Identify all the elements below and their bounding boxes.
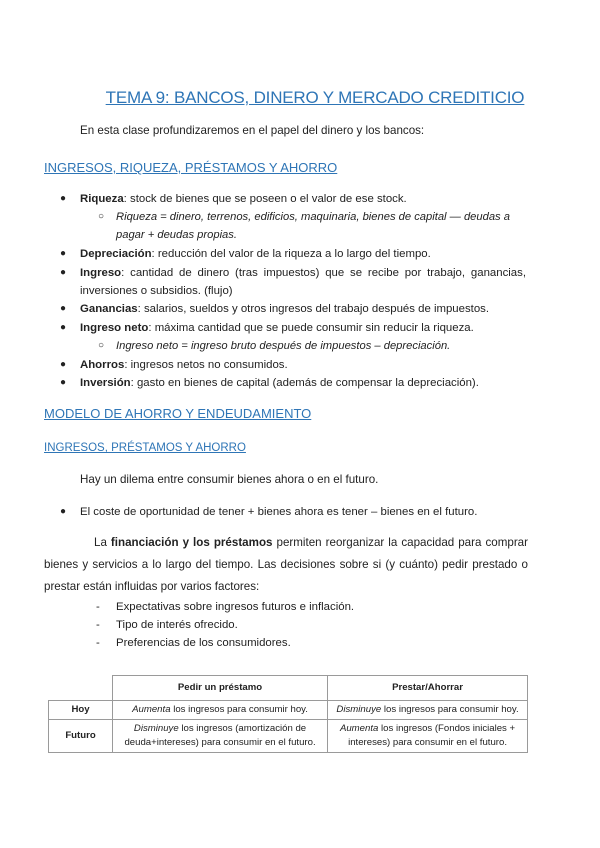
list-item-coste: ● El coste de oportunidad de tener + bienes ahora es tener – bienes en el futuro. bbox=[80, 503, 526, 521]
section-heading-modelo: MODELO DE AHORRO Y ENDEUDAMIENTO bbox=[44, 406, 312, 421]
factor-item: - Preferencias de los consumidores. bbox=[96, 637, 291, 649]
bullet-icon: ● bbox=[60, 377, 67, 388]
table-header-pedir: Pedir un préstamo bbox=[113, 676, 328, 701]
table-cell: Aumenta los ingresos (Fondos iniciales + intereses) para consumir en el futuro. bbox=[328, 720, 528, 753]
page-title: TEMA 9: BANCOS, DINERO Y MERCADO CREDITICIO bbox=[105, 88, 525, 107]
table-corner bbox=[49, 676, 113, 701]
table-cell: Disminuye los ingresos (amortización de deuda+intereses) para consumir en el futuro. bbox=[113, 720, 328, 753]
table-header-prestar: Prestar/Ahorrar bbox=[328, 676, 528, 701]
table-cell: Aumenta los ingresos para consumir hoy. bbox=[113, 701, 328, 720]
circle-bullet-icon: ○ bbox=[98, 211, 105, 222]
table-row bbox=[49, 720, 528, 753]
bullet-icon: ● bbox=[60, 303, 67, 314]
table-row bbox=[49, 701, 528, 720]
dilemma-text: Hay un dilema entre consumir bienes ahora o en el futuro. bbox=[80, 473, 379, 486]
row-label-futuro: Futuro bbox=[49, 720, 113, 753]
list-item-ganancias: ● Ganancias: salarios, sueldos y otros ingresos del trabajo después de impuestos. bbox=[80, 300, 526, 318]
circle-bullet-icon: ○ bbox=[98, 340, 105, 351]
factor-item: - Expectativas sobre ingresos futuros e inflación. bbox=[96, 601, 355, 613]
list-item-ingreso: ● Ingreso: cantidad de dinero (tras impuestos) que se recibe por trabajo, ganancias, inversiones o subsidios. (flujo) bbox=[80, 264, 526, 300]
factor-item: - Tipo de interés ofrecido. bbox=[96, 619, 238, 631]
table-header-row bbox=[49, 676, 528, 701]
list-item-ahorros: ● Ahorros: ingresos netos no consumidos. bbox=[80, 356, 526, 374]
comparison-table bbox=[48, 675, 528, 753]
section-heading-ingresos: INGRESOS, RIQUEZA, PRÉSTAMOS Y AHORRO bbox=[44, 160, 338, 175]
bullet-icon: ● bbox=[60, 248, 67, 259]
subsection-heading: INGRESOS, PRÉSTAMOS Y AHORRO bbox=[44, 442, 246, 454]
list-item-riqueza: ● Riqueza: stock de bienes que se poseen o el valor de ese stock. bbox=[80, 190, 526, 208]
list-item-ingreso-neto: ● Ingreso neto: máxima cantidad que se puede consumir sin reducir la riqueza. bbox=[80, 319, 526, 337]
table-cell: Disminuye los ingresos para consumir hoy. bbox=[328, 701, 528, 720]
bullet-icon: ● bbox=[60, 359, 67, 370]
bullet-icon: ● bbox=[60, 322, 67, 333]
bullet-icon: ● bbox=[60, 267, 67, 278]
sub-item-ingreso-neto: ○ Ingreso neto = ingreso bruto después de impuestos – depreciación. bbox=[116, 337, 530, 355]
financing-paragraph: La financiación y los préstamos permiten reorganizar la capacidad para comprar bienes y servicios a lo largo del tiempo. Las decisiones sobre si (y cuánto) pedir prestado o prestar están influidas por varios factores: bbox=[44, 536, 528, 593]
row-label-hoy: Hoy bbox=[49, 701, 113, 720]
sub-item-riqueza: ○ Riqueza = dinero, terrenos, edificios, maquinaria, bienes de capital — deudas a pagar + deudas propias. bbox=[116, 208, 530, 244]
list-item-depreciacion: ● Depreciación: reducción del valor de la riqueza a lo largo del tiempo. bbox=[80, 245, 526, 263]
bullet-icon: ● bbox=[60, 193, 67, 204]
list-item-inversion: ● Inversión: gasto en bienes de capital (además de compensar la depreciación). bbox=[80, 374, 526, 392]
bullet-icon: ● bbox=[60, 506, 67, 517]
intro-text: En esta clase profundizaremos en el papel del dinero y los bancos: bbox=[80, 124, 425, 137]
